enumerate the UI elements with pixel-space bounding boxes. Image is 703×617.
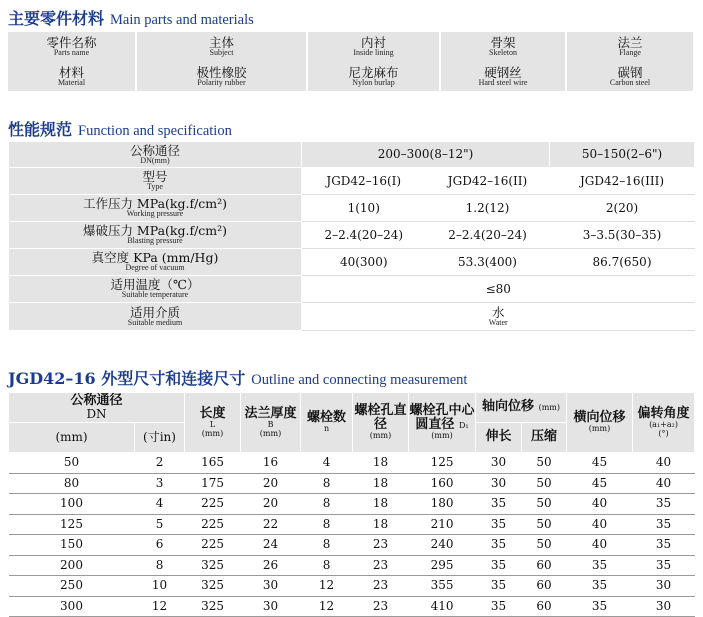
table-cell: 20	[241, 473, 301, 494]
table-cell: 5	[135, 514, 185, 535]
table-cell: 8	[135, 555, 185, 576]
table-cell: 175	[185, 473, 241, 494]
spec-value: JGD42–16(II)	[426, 168, 550, 195]
dims-header-mm: (mm)	[9, 423, 135, 453]
parts-header-cell: 内衬 Inside lining	[307, 32, 440, 62]
table-cell: 250	[9, 576, 135, 597]
dims-header-axial: 轴向位移 (mm)	[476, 393, 567, 423]
table-cell: 22	[241, 514, 301, 535]
table-row	[9, 555, 695, 576]
spec-value: 53.3(400)	[426, 249, 550, 276]
table-cell: 240	[409, 535, 476, 556]
table-cell: 35	[567, 555, 633, 576]
parts-cell: 极性橡胶 Polarity rubber	[136, 62, 307, 91]
spec-value: ≤80	[302, 276, 695, 303]
table-cell: 45	[567, 473, 633, 494]
spec-dn-range-2: 50–150(2–6")	[550, 142, 695, 168]
table-cell: 50	[522, 514, 567, 535]
table-cell: 300	[9, 596, 135, 617]
table-cell: 40	[567, 514, 633, 535]
table-cell: 20	[241, 494, 301, 515]
table-cell: 23	[353, 555, 409, 576]
spec-value: 40(300)	[302, 249, 426, 276]
table-cell: 30	[476, 473, 522, 494]
table-cell: 6	[135, 535, 185, 556]
table-row	[9, 453, 695, 474]
spec-value: JGD42–16(I)	[302, 168, 426, 195]
table-cell: 24	[241, 535, 301, 556]
spec-label: 工作压力 MPa(kg.f/cm²) Working pressure	[9, 195, 302, 222]
table-cell: 40	[633, 453, 695, 474]
table-cell: 125	[9, 514, 135, 535]
table-cell: 8	[301, 555, 353, 576]
dims-header-lateral: 横向位移 (mm)	[567, 393, 633, 453]
spec-label: 适用温度（℃） Suitable temperature	[9, 276, 302, 303]
spec-dn-row	[9, 142, 695, 168]
table-cell: 18	[353, 514, 409, 535]
table-cell: 35	[476, 555, 522, 576]
spec-dn-range-1: 200–300(8–12")	[302, 142, 550, 168]
table-cell: 60	[522, 596, 567, 617]
dims-header-inch: (寸in)	[135, 423, 185, 453]
spec-value: 3–3.5(30–35)	[550, 222, 695, 249]
table-cell: 225	[185, 494, 241, 515]
table-cell: 45	[567, 453, 633, 474]
parts-header-cell: 主体 Subject	[136, 32, 307, 62]
table-cell: 16	[241, 453, 301, 474]
table-cell: 165	[185, 453, 241, 474]
table-cell: 80	[9, 473, 135, 494]
table-cell: 225	[185, 514, 241, 535]
parts-header-cell: 法兰 Flange	[566, 32, 694, 62]
table-cell: 50	[9, 453, 135, 474]
table-cell: 35	[476, 494, 522, 515]
spec-label: 爆破压力 MPa(kg.f/cm²) Blasting pressure	[9, 222, 302, 249]
table-row	[9, 576, 695, 597]
table-cell: 60	[522, 555, 567, 576]
table-cell: 225	[185, 535, 241, 556]
table-cell: 200	[9, 555, 135, 576]
table-cell: 8	[301, 494, 353, 515]
table-cell: 35	[476, 514, 522, 535]
spec-temperature-row	[9, 276, 695, 303]
table-cell: 30	[241, 596, 301, 617]
spec-blasting-row	[9, 222, 695, 249]
table-cell: 18	[353, 453, 409, 474]
table-cell: 410	[409, 596, 476, 617]
parts-material-row	[8, 62, 694, 91]
spec-table	[8, 141, 695, 331]
table-cell: 50	[522, 453, 567, 474]
table-cell: 23	[353, 576, 409, 597]
table-cell: 35	[633, 514, 695, 535]
table-cell: 100	[9, 494, 135, 515]
spec-label: 公称通径 DN(mm)	[9, 142, 302, 168]
table-cell: 295	[409, 555, 476, 576]
spec-value: 86.7(650)	[550, 249, 695, 276]
dims-header-hole: 螺栓孔直径 (mm)	[353, 393, 409, 453]
table-cell: 26	[241, 555, 301, 576]
spec-working-row	[9, 195, 695, 222]
table-cell: 8	[301, 473, 353, 494]
parts-heading-en: Main parts and materials	[110, 12, 254, 28]
table-cell: 18	[353, 473, 409, 494]
table-cell: 2	[135, 453, 185, 474]
parts-table	[8, 32, 695, 91]
table-cell: 3	[135, 473, 185, 494]
table-cell: 18	[353, 494, 409, 515]
table-cell: 23	[353, 535, 409, 556]
dims-heading-en: Outline and connecting measurement	[251, 372, 468, 388]
parts-header-row	[8, 32, 694, 62]
table-cell: 12	[301, 596, 353, 617]
spec-type-row	[9, 168, 695, 195]
table-cell: 35	[476, 535, 522, 556]
spec-value: 1.2(12)	[426, 195, 550, 222]
table-cell: 35	[476, 576, 522, 597]
dims-body	[9, 453, 695, 617]
dims-header-dn: 公称通径 DN	[9, 393, 185, 423]
parts-heading	[8, 6, 254, 29]
table-cell: 10	[135, 576, 185, 597]
table-cell: 50	[522, 473, 567, 494]
table-cell: 325	[185, 576, 241, 597]
spec-value: 2(20)	[550, 195, 695, 222]
parts-cell: 硬钢丝 Hard steel wire	[440, 62, 566, 91]
parts-cell: 碳钢 Carbon steel	[566, 62, 694, 91]
table-row	[9, 596, 695, 617]
table-cell: 30	[633, 576, 695, 597]
parts-header-cell: 骨架 Skeleton	[440, 32, 566, 62]
table-cell: 30	[241, 576, 301, 597]
spec-heading-cn: 性能规范	[8, 120, 73, 139]
table-cell: 325	[185, 555, 241, 576]
parts-cell: 材料 Material	[8, 62, 136, 91]
parts-header-cell: 零件名称 Parts name	[8, 32, 136, 62]
table-cell: 4	[135, 494, 185, 515]
table-cell: 40	[633, 473, 695, 494]
dims-heading-cn: JGD42–16 外型尺寸和连接尺寸	[8, 369, 246, 388]
table-row	[9, 473, 695, 494]
table-cell: 23	[353, 596, 409, 617]
table-cell: 35	[633, 535, 695, 556]
table-cell: 60	[522, 576, 567, 597]
table-row	[9, 514, 695, 535]
dims-header-bolts: 螺栓数 n	[301, 393, 353, 453]
spec-label: 型号 Type	[9, 168, 302, 195]
spec-heading-en: Function and specification	[78, 123, 232, 139]
table-row	[9, 494, 695, 515]
spec-label: 适用介质 Suitable medium	[9, 303, 302, 331]
dims-header-circle: 螺栓孔中心圆直径 D₁ (mm)	[409, 393, 476, 453]
dims-header-flange: 法兰厚度 B (mm)	[241, 393, 301, 453]
table-cell: 50	[522, 494, 567, 515]
table-cell: 325	[185, 596, 241, 617]
table-cell: 125	[409, 453, 476, 474]
table-cell: 150	[9, 535, 135, 556]
table-cell: 160	[409, 473, 476, 494]
table-cell: 4	[301, 453, 353, 474]
table-cell: 8	[301, 535, 353, 556]
table-cell: 35	[633, 555, 695, 576]
dims-header-extend: 伸长	[476, 423, 522, 453]
dims-heading	[8, 366, 467, 389]
table-cell: 180	[409, 494, 476, 515]
table-row	[9, 535, 695, 556]
spec-value: JGD42–16(III)	[550, 168, 695, 195]
table-cell: 12	[301, 576, 353, 597]
parts-heading-cn: 主要零件材料	[8, 9, 105, 28]
spec-vacuum-row	[9, 249, 695, 276]
spec-medium-row	[9, 303, 695, 331]
spec-value: 2–2.4(20–24)	[302, 222, 426, 249]
table-cell: 210	[409, 514, 476, 535]
dims-header-angle: 偏转角度 (a₁+a₂) (°)	[633, 393, 695, 453]
table-cell: 30	[476, 453, 522, 474]
table-cell: 35	[476, 596, 522, 617]
table-cell: 35	[567, 596, 633, 617]
table-cell: 355	[409, 576, 476, 597]
dims-header-compress: 压缩	[522, 423, 567, 453]
dims-header-length: 长度 L (mm)	[185, 393, 241, 453]
spec-value: 水 Water	[302, 303, 695, 331]
dims-table	[8, 392, 695, 617]
table-cell: 35	[567, 576, 633, 597]
spec-heading	[8, 117, 232, 140]
table-cell: 40	[567, 535, 633, 556]
table-cell: 12	[135, 596, 185, 617]
table-cell: 30	[633, 596, 695, 617]
spec-value: 1(10)	[302, 195, 426, 222]
spec-value: 2–2.4(20–24)	[426, 222, 550, 249]
parts-cell: 尼龙麻布 Nylon burlap	[307, 62, 440, 91]
table-cell: 40	[567, 494, 633, 515]
table-cell: 35	[633, 494, 695, 515]
table-cell: 50	[522, 535, 567, 556]
spec-label: 真空度 KPa (mm/Hg) Degree of vacuum	[9, 249, 302, 276]
table-cell: 8	[301, 514, 353, 535]
dims-header-row-1	[9, 393, 695, 423]
